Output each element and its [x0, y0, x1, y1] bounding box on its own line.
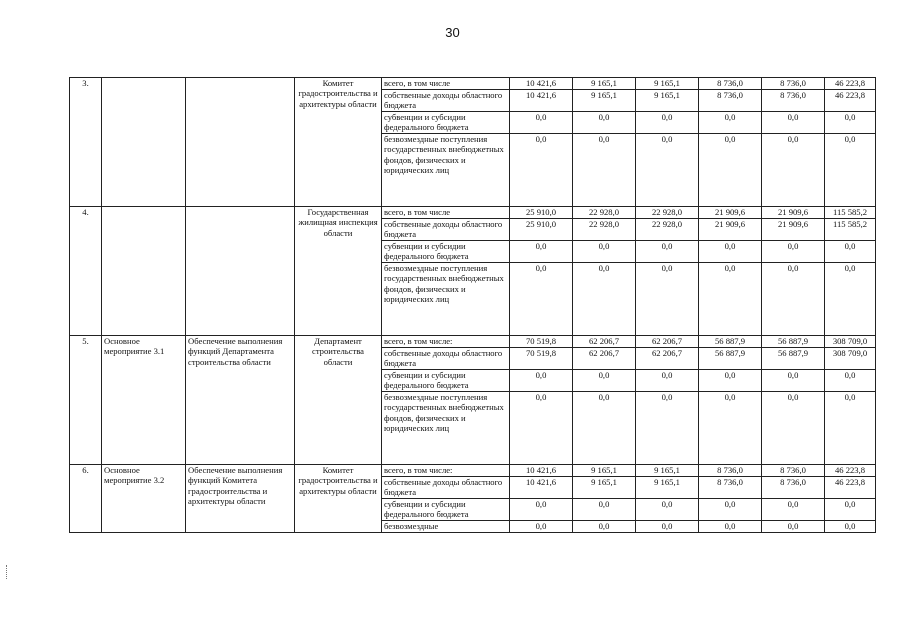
value-cell: 9 165,1: [636, 78, 699, 90]
value-cell: 0,0: [636, 370, 699, 392]
value-cell: 9 165,1: [573, 477, 636, 499]
total-cell: 46 223,8: [825, 465, 876, 477]
value-cell: 0,0: [510, 112, 573, 134]
total-cell: 115 585,2: [825, 219, 876, 241]
activity-cell: Основное мероприятие 3.2: [102, 465, 186, 533]
value-cell: 0,0: [636, 112, 699, 134]
total-cell: 0,0: [825, 521, 876, 533]
value-cell: 21 909,6: [699, 207, 762, 219]
value-cell: 0,0: [762, 241, 825, 263]
value-cell: 0,0: [573, 263, 636, 336]
value-cell: 0,0: [510, 263, 573, 336]
value-cell: 0,0: [762, 370, 825, 392]
funding-category: субвенции и субсидии федерального бюджета: [382, 112, 510, 134]
page-number: 30: [445, 25, 460, 40]
value-cell: 21 909,6: [762, 207, 825, 219]
table-row: [70, 207, 876, 219]
funding-category: всего, в том числе: [382, 78, 510, 90]
funding-category: собственные доходы областного бюджета: [382, 219, 510, 241]
value-cell: 25 910,0: [510, 207, 573, 219]
row-number: 5.: [70, 336, 102, 465]
total-cell: 0,0: [825, 241, 876, 263]
value-cell: 8 736,0: [699, 78, 762, 90]
value-cell: 10 421,6: [510, 477, 573, 499]
value-cell: 21 909,6: [699, 219, 762, 241]
value-cell: 0,0: [510, 370, 573, 392]
table-row: [70, 336, 876, 348]
table-row: [70, 78, 876, 90]
value-cell: 8 736,0: [762, 90, 825, 112]
value-cell: 9 165,1: [573, 90, 636, 112]
responsible-org: Комитет градостроительства и архитектуры области: [295, 78, 382, 207]
total-cell: 115 585,2: [825, 207, 876, 219]
value-cell: 8 736,0: [699, 477, 762, 499]
value-cell: 0,0: [636, 241, 699, 263]
activity-cell: [102, 78, 186, 207]
value-cell: 0,0: [636, 263, 699, 336]
value-cell: 22 928,0: [573, 219, 636, 241]
value-cell: 0,0: [699, 370, 762, 392]
value-cell: 0,0: [510, 134, 573, 207]
funding-category: субвенции и субсидии федерального бюджета: [382, 499, 510, 521]
value-cell: 0,0: [510, 521, 573, 533]
value-cell: 0,0: [510, 241, 573, 263]
value-cell: 9 165,1: [573, 78, 636, 90]
value-cell: 10 421,6: [510, 90, 573, 112]
total-cell: 308 709,0: [825, 336, 876, 348]
responsible-org: Комитет градостроительства и архитектуры области: [295, 465, 382, 533]
funding-category: безвозмездные поступления государственных внебюджетных фондов, физических и юридических лиц: [382, 263, 510, 336]
value-cell: 8 736,0: [699, 465, 762, 477]
value-cell: 0,0: [510, 499, 573, 521]
funding-category: безвозмездные поступления государственных внебюджетных фондов, физических и юридических лиц: [382, 134, 510, 207]
value-cell: 8 736,0: [762, 465, 825, 477]
value-cell: 0,0: [573, 134, 636, 207]
value-cell: 0,0: [762, 134, 825, 207]
value-cell: 62 206,7: [636, 336, 699, 348]
value-cell: 0,0: [762, 263, 825, 336]
value-cell: 0,0: [573, 499, 636, 521]
value-cell: 0,0: [699, 392, 762, 465]
value-cell: 22 928,0: [636, 207, 699, 219]
value-cell: 0,0: [762, 112, 825, 134]
total-cell: 0,0: [825, 134, 876, 207]
value-cell: 0,0: [573, 112, 636, 134]
value-cell: 25 910,0: [510, 219, 573, 241]
funding-category: субвенции и субсидии федерального бюджета: [382, 370, 510, 392]
value-cell: 9 165,1: [636, 477, 699, 499]
value-cell: 0,0: [573, 392, 636, 465]
responsible-org: Государственная жилищная инспекция области: [295, 207, 382, 336]
row-number: 4.: [70, 207, 102, 336]
value-cell: 56 887,9: [699, 336, 762, 348]
value-cell: 0,0: [762, 392, 825, 465]
value-cell: 0,0: [636, 521, 699, 533]
row-number: 6.: [70, 465, 102, 533]
name-cell: [186, 207, 295, 336]
value-cell: 70 519,8: [510, 348, 573, 370]
funding-category: всего, в том числе:: [382, 465, 510, 477]
value-cell: 0,0: [573, 241, 636, 263]
total-cell: 46 223,8: [825, 90, 876, 112]
value-cell: 8 736,0: [699, 90, 762, 112]
funding-category: собственные доходы областного бюджета: [382, 90, 510, 112]
name-cell: Обеспечение выполнения функций Департамента строительства области: [186, 336, 295, 465]
value-cell: 0,0: [699, 134, 762, 207]
name-cell: [186, 78, 295, 207]
scan-margin-mark: [6, 565, 10, 579]
value-cell: 62 206,7: [573, 336, 636, 348]
value-cell: 21 909,6: [762, 219, 825, 241]
value-cell: 8 736,0: [762, 78, 825, 90]
value-cell: 62 206,7: [636, 348, 699, 370]
funding-category: безвозмездные: [382, 521, 510, 533]
value-cell: 0,0: [762, 521, 825, 533]
total-cell: 0,0: [825, 112, 876, 134]
value-cell: 0,0: [699, 499, 762, 521]
value-cell: 56 887,9: [762, 336, 825, 348]
total-cell: 0,0: [825, 370, 876, 392]
value-cell: 22 928,0: [636, 219, 699, 241]
value-cell: 0,0: [510, 392, 573, 465]
value-cell: 0,0: [699, 112, 762, 134]
value-cell: 62 206,7: [573, 348, 636, 370]
total-cell: 0,0: [825, 392, 876, 465]
total-cell: 46 223,8: [825, 78, 876, 90]
value-cell: 56 887,9: [699, 348, 762, 370]
value-cell: 0,0: [636, 392, 699, 465]
value-cell: 70 519,8: [510, 336, 573, 348]
table-row: [70, 465, 876, 477]
value-cell: 56 887,9: [762, 348, 825, 370]
value-cell: 0,0: [699, 521, 762, 533]
total-cell: 308 709,0: [825, 348, 876, 370]
value-cell: 0,0: [762, 499, 825, 521]
responsible-org: Департамент строительства области: [295, 336, 382, 465]
total-cell: 0,0: [825, 263, 876, 336]
row-number: 3.: [70, 78, 102, 207]
value-cell: 0,0: [699, 263, 762, 336]
funding-category: субвенции и субсидии федерального бюджета: [382, 241, 510, 263]
funding-table: [69, 77, 876, 533]
value-cell: 0,0: [573, 521, 636, 533]
value-cell: 22 928,0: [573, 207, 636, 219]
value-cell: 8 736,0: [762, 477, 825, 499]
value-cell: 10 421,6: [510, 465, 573, 477]
value-cell: 0,0: [573, 370, 636, 392]
funding-category: всего, в том числе:: [382, 336, 510, 348]
value-cell: 0,0: [699, 241, 762, 263]
funding-category: всего, в том числе: [382, 207, 510, 219]
value-cell: 0,0: [636, 499, 699, 521]
activity-cell: [102, 207, 186, 336]
total-cell: 0,0: [825, 499, 876, 521]
value-cell: 9 165,1: [573, 465, 636, 477]
name-cell: Обеспечение выполнения функций Комитета градостроительства и архитектуры области: [186, 465, 295, 533]
funding-category: безвозмездные поступления государственных внебюджетных фондов, физических и юридических лиц: [382, 392, 510, 465]
activity-cell: Основное мероприятие 3.1: [102, 336, 186, 465]
value-cell: 9 165,1: [636, 465, 699, 477]
total-cell: 46 223,8: [825, 477, 876, 499]
value-cell: 9 165,1: [636, 90, 699, 112]
value-cell: 10 421,6: [510, 78, 573, 90]
value-cell: 0,0: [636, 134, 699, 207]
table-body: [70, 78, 876, 533]
funding-category: собственные доходы областного бюджета: [382, 348, 510, 370]
funding-category: собственные доходы областного бюджета: [382, 477, 510, 499]
